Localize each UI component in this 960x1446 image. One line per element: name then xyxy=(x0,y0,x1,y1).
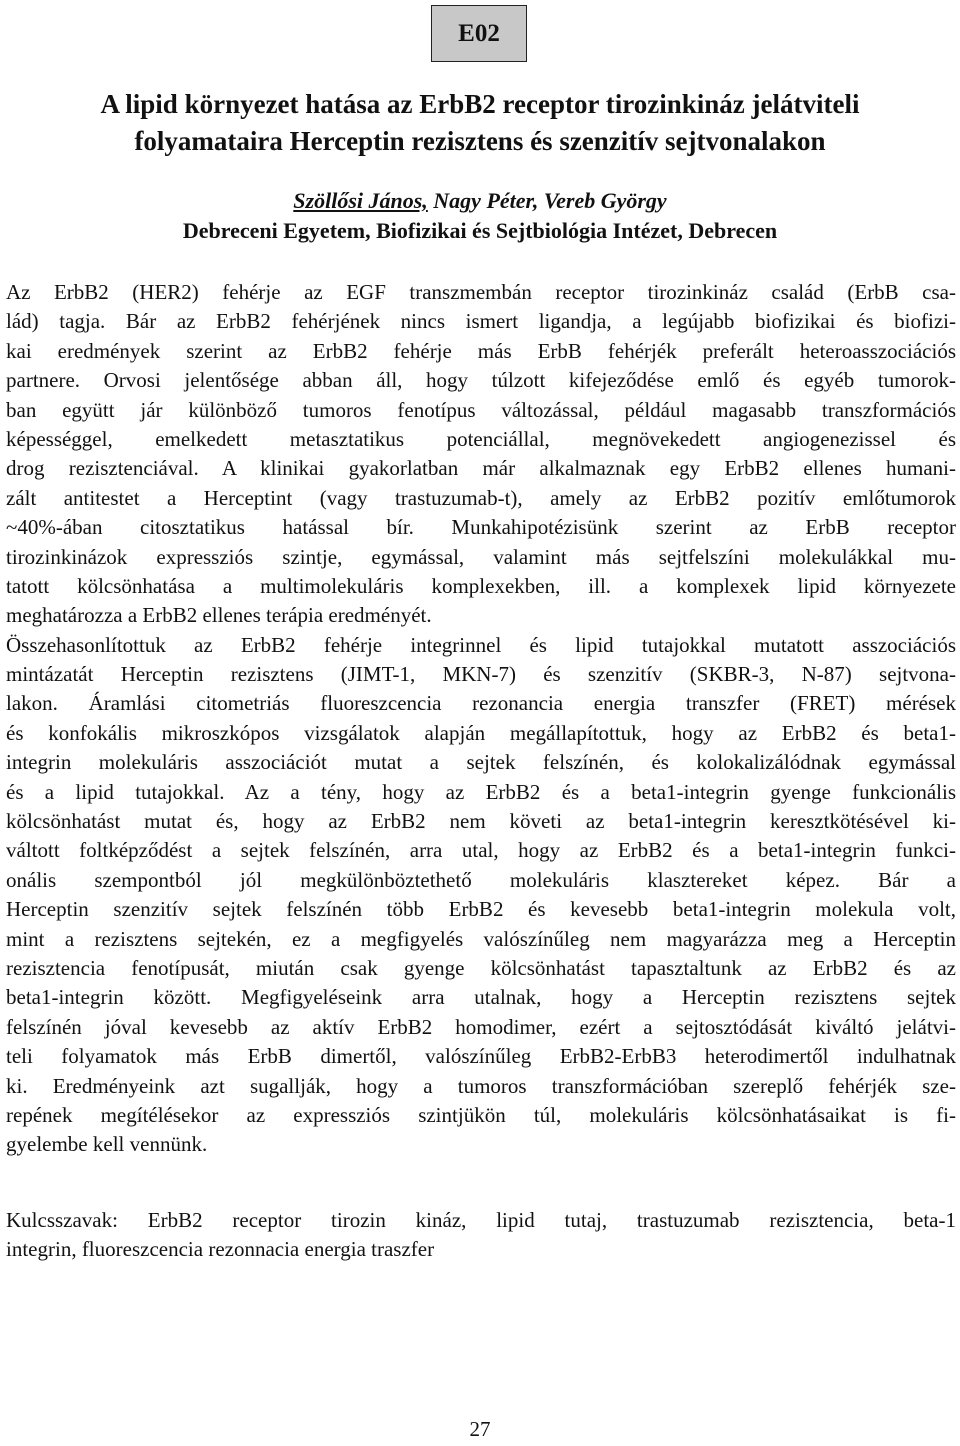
abstract-body xyxy=(6,278,956,1160)
body-line: meghatározza a ErbB2 ellenes terápia eredményét. xyxy=(6,603,432,628)
body-line: és konfokális mikroszkópos vizsgálatok alapján megállapítottuk, hogy az ErbB2 és beta1- xyxy=(6,720,956,745)
body-line: Összehasonlítottuk az ErbB2 fehérje integrinnel és lipid tutajokkal mutatott asszociációs xyxy=(6,632,956,657)
body-line: beta1-integrin között. Megfigyeléseink arra utalnak, hogy a Herceptin rezisztens sejtek xyxy=(6,985,956,1010)
body-line: és a lipid tutajokkal. Az a tény, hogy az ErbB2 és a beta1-integrin gyenge funkcionális xyxy=(6,779,956,804)
body-line: teli folyamatok más ErbB dimertől, valószínűleg ErbB2-ErbB3 heterodimertől indulhatnak xyxy=(6,1044,956,1069)
body-line: ban együtt jár különböző tumoros fenotípus változással, például magasabb transzformációs xyxy=(6,397,956,422)
title-line: folyamataira Herceptin rezisztens és szenzitív sejtvonalakon xyxy=(134,126,826,156)
body-line: kölcsönhatást mutat és, hogy az ErbB2 nem követi az beta1-integrin keresztkötésével ki- xyxy=(6,809,956,834)
keywords-line: integrin, fluoreszcencia rezonnacia energia traszfer xyxy=(6,1237,435,1262)
body-line: Az ErbB2 (HER2) fehérje az EGF transzmembán receptor tirozinkináz család (ErbB csa- xyxy=(6,280,956,304)
body-line: rezisztencia fenotípusát, miután csak gyenge kölcsönhatást tapasztaltunk az ErbB2 és az xyxy=(6,955,956,980)
body-line: ki. Eredményeink azt sugallják, hogy a tumoros transzformációban szereplő fehérjék sze- xyxy=(6,1073,956,1098)
title-line: A lipid környezet hatása az ErbB2 receptor tirozinkináz jelátviteli xyxy=(100,89,860,119)
co-authors: Nagy Péter, Vereb György xyxy=(427,188,667,213)
body-line: váltott foltképződést a sejtek felszínén, arra utal, hogy az ErbB2 és a beta1-integrin funkci- xyxy=(6,838,956,863)
abstract-code: E02 xyxy=(458,19,500,47)
body-line: kai eredmények szerint az ErbB2 fehérje más ErbB fehérjék preferált heteroasszociációs xyxy=(6,338,956,363)
affiliation: Debreceni Egyetem, Biofizikai és Sejtbiológia Intézet, Debrecen xyxy=(182,218,778,243)
body-line: drog rezisztenciával. A klinikai gyakorlatban már alkalmaznak egy ErbB2 ellenes humani- xyxy=(6,456,956,481)
body-line: lakon. Áramlási citometriás fluoreszcencia rezonancia energia transzfer (FRET) mérések xyxy=(6,691,956,716)
keywords xyxy=(6,1206,956,1265)
body-line: tatott kölcsönhatása a multimolekuláris komplexekben, ill. a komplexek lipid környezete xyxy=(6,573,956,598)
page-number: 27 xyxy=(469,1417,491,1441)
body-line: onális szempontból jól megkülönböztethető molekuláris klasztereket képez. Bár a xyxy=(6,867,956,892)
abstract-code-box xyxy=(431,5,527,62)
body-line: integrin molekuláris asszociációt mutat a sejtek felszínén, és kolokalizálódnak egymással xyxy=(6,750,956,775)
body-line: lád) tagja. Bár az ErbB2 fehérjének nincs ismert ligandja, a legújabb biofizikai és biofizi- xyxy=(6,309,956,334)
body-line: tirozinkinázok expressziós szintje, egymással, valamint más sejtfelszíni molekulákkal mu- xyxy=(6,544,956,569)
abstract-title xyxy=(0,86,960,160)
body-line: zált antitestet a Herceptint (vagy trastuzumab-t), amely az ErbB2 pozitív emlőtumorok xyxy=(6,485,956,510)
body-line: mint a rezisztens sejtekén, ez a megfigyelés valószínűleg nem magyarázza meg a Herceptin xyxy=(6,926,956,951)
body-line: repének megítélésekor az expressziós szintjükön túl, molekuláris kölcsönhatásaikat is fi- xyxy=(6,1102,956,1127)
body-line: partnere. Orvosi jelentősége abban áll, hogy túlzott kifejeződése emlő és egyéb tumorok- xyxy=(6,368,956,393)
body-line: képességgel, emelkedett metasztatikus potenciállal, megnövekedett angiogenezissel és xyxy=(6,426,956,451)
body-line: ~40%-ában citosztatikus hatással bír. Munkahipotézisünk szerint az ErbB receptor xyxy=(6,515,956,540)
keywords-line: Kulcsszavak: ErbB2 receptor tirozin kináz, lipid tutaj, trastuzumab rezisztencia, beta-1 xyxy=(6,1208,956,1232)
body-line: mintázatát Herceptin rezisztens (JIMT-1, MKN-7) és szenzitív (SKBR-3, N-87) sejtvona- xyxy=(6,662,956,687)
presenting-author: Szöllősi János, xyxy=(293,188,428,213)
body-line: Herceptin szenzitív sejtek felszínén több ErbB2 és kevesebb beta1-integrin molekula volt, xyxy=(6,897,956,922)
body-line: felszínén jóval kevesebb az aktív ErbB2 homodimer, ezért a sejtosztódását kiváltó jelátvi- xyxy=(6,1014,956,1039)
author-list xyxy=(0,186,960,216)
body-line: gyelembe kell vennünk. xyxy=(6,1132,208,1157)
